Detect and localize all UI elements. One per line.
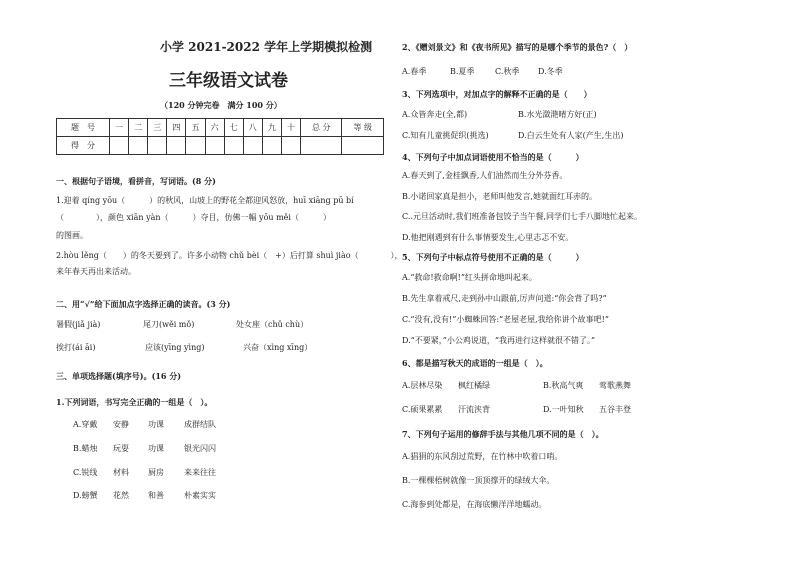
q5-option[interactable]: A.“救命!救命啊!”红头拼命地叫起来。: [402, 273, 537, 282]
q1-word: 花然: [113, 491, 129, 500]
section3-title: 三、单项选择题(填序号)。(16 分): [56, 371, 182, 381]
q7-option[interactable]: B.一棵棵梧树就像一顶顶撑开的绿绒大伞。: [402, 476, 555, 485]
q6-option[interactable]: B.秋高气爽: [543, 381, 584, 390]
q6-word: 枫红橘绿: [458, 381, 490, 390]
q6-option[interactable]: A.层林尽染: [402, 381, 443, 390]
score-blank-cell[interactable]: [148, 137, 167, 155]
score-cell: 三: [148, 119, 167, 137]
pinyin-option[interactable]: 挨打(ái āi): [56, 343, 96, 352]
score-cell: 五: [186, 119, 205, 137]
score-blank-cell[interactable]: [342, 137, 384, 155]
section2-title: 二、用“√”给下面加点字选择正确的读音。(3 分): [56, 299, 231, 309]
q6-option[interactable]: C.硕果累累: [402, 405, 443, 414]
section1-line: 来年春天再出来活动。: [56, 267, 136, 276]
q3-option[interactable]: D.白云生处有人家(产生,生出): [518, 131, 624, 140]
exam-title: 小学 2021-2022 学年上学期模拟检测: [160, 40, 373, 54]
q1-word: 厨房: [148, 468, 164, 477]
score-cell: 总 分: [300, 119, 341, 137]
q1-word: 成群结队: [184, 420, 216, 429]
q6-word: 莺歌燕舞: [599, 381, 631, 390]
section1-line: （ ），颜色 xiān yàn（ ）夺目，仿佛一幅 yōu měi（ ）: [56, 213, 331, 222]
q7-option[interactable]: A.猖狷的东风刮过荒野，在竹林中吹着口哨。: [402, 452, 563, 461]
q4-option[interactable]: A.春天到了,金桂飘香,人们油然而生分外芬香。: [402, 171, 568, 180]
q1-word: 来来往往: [184, 468, 216, 477]
score-cell: 题 号: [57, 119, 110, 137]
q4-option[interactable]: C..元旦活动时,我们班准备包饺子当午餐,同学们七手八脚地忙起来。: [402, 212, 643, 221]
section1-line: 1.迎着 qíng yōu（ ）的秋风，山坡上的野花全都迎风怒放，huī xiāng pū bí: [56, 196, 354, 205]
score-blank-cell[interactable]: [186, 137, 205, 155]
q1-word: 安静: [113, 420, 129, 429]
pinyin-option[interactable]: 暑假(jiǎ jià): [56, 320, 101, 329]
q4-option[interactable]: D.他把刚遇到有什么事情要发生,心里志忑不安。: [402, 233, 574, 242]
score-blank-cell[interactable]: [167, 137, 186, 155]
score-blank-cell[interactable]: [110, 137, 129, 155]
score-table-score-row: [57, 137, 384, 155]
score-cell: 八: [243, 119, 262, 137]
score-blank-cell[interactable]: [243, 137, 262, 155]
question-4-stem: 4、下列句子中加点词语使用不恰当的是（ ）: [402, 152, 584, 162]
score-table: [56, 118, 384, 155]
exam-subtitle: 三年级语文试卷: [169, 71, 288, 91]
question-2-stem: 2、《赠刘景文》和《夜书所见》描写的是哪个季节的景色?（ ）: [402, 42, 633, 52]
q2-option[interactable]: A.春季: [402, 67, 427, 76]
q6-word: 五谷丰登: [599, 405, 631, 414]
pinyin-option[interactable]: 兴奋（xìng xīng）: [243, 343, 313, 352]
q5-option[interactable]: D.“不要紧，”小公鸡说道，“我再进行这样就很不错了。”: [402, 336, 596, 345]
score-cell: 一: [110, 119, 129, 137]
score-blank-cell[interactable]: [300, 137, 341, 155]
score-blank-cell[interactable]: [224, 137, 243, 155]
question-3-stem: 3、下列选项中，对加点字的解释不正确的是（ ）: [402, 89, 592, 99]
q1-word: 玩耍: [113, 444, 129, 453]
q1-option[interactable]: A.穿戴: [73, 420, 98, 429]
q4-option[interactable]: B.小诺回家真是担小，老师叫他发言,她就面红耳赤的。: [402, 192, 597, 201]
score-blank-cell[interactable]: [262, 137, 281, 155]
q1-word: 功课: [148, 444, 164, 453]
score-blank-cell[interactable]: [205, 137, 224, 155]
score-row-label: 得 分: [57, 137, 110, 155]
question-6-stem: 6、都是描写秋天的成语的一组是（ ）。: [402, 358, 548, 368]
q5-option[interactable]: C.“没有,没有!”小蜘蛛回答:“老屋老屋,我给你讲个故事吧!”: [402, 315, 609, 324]
question-1-stem: 1.下列词语，书写完全正确的一组是（ ）。: [56, 397, 213, 407]
q1-option[interactable]: C.锐线: [73, 468, 98, 477]
pinyin-option[interactable]: 应该(yīng yìng): [145, 343, 205, 352]
score-cell: 四: [167, 119, 186, 137]
score-cell: 六: [205, 119, 224, 137]
score-blank-cell[interactable]: [129, 137, 148, 155]
q3-option[interactable]: B.水光潋滟晴方好(正): [518, 110, 597, 119]
question-5-stem: 5、下列句子中标点符号使用不正确的是（ ）: [402, 252, 584, 262]
score-blank-cell[interactable]: [281, 137, 300, 155]
section1-line: 的图画。: [56, 231, 88, 240]
section1-line: 2.hòu lěng（ ）的冬天要到了。许多小动物 chǔ bèi（ +）后打算 shuì jiào（ ），: [56, 251, 403, 260]
section1-title: 一、根据句子语境，看拼音，写词语。(8 分): [56, 176, 216, 186]
q6-option[interactable]: D.一叶知秋: [543, 405, 584, 414]
pinyin-option[interactable]: 处女座（chǔ chù）: [236, 320, 309, 329]
q1-word: 和善: [148, 491, 164, 500]
q1-word: 功课: [148, 420, 164, 429]
score-cell: 十: [281, 119, 300, 137]
q1-option[interactable]: D.螃蟹: [73, 491, 98, 500]
score-cell: 等 级: [342, 119, 384, 137]
q7-option[interactable]: C.海参到处都是，在海底懒洋洋地蠕动。: [402, 500, 547, 509]
pinyin-option[interactable]: 尾刀(wěi mǒ): [143, 320, 195, 329]
question-7-stem: 7、下列句子运用的修辞手法与其他几项不同的是（ ）。: [402, 429, 604, 439]
q1-word: 银光闪闪: [184, 444, 216, 453]
score-cell: 九: [262, 119, 281, 137]
exam-meta: （120 分钟完卷 满分 100 分）: [160, 100, 282, 110]
q1-option[interactable]: B.蜡烛: [73, 444, 98, 453]
q3-option[interactable]: A.众皆奔走(全,都): [402, 110, 468, 119]
q2-option[interactable]: D.冬季: [538, 67, 563, 76]
q6-word: 汗流浃背: [458, 405, 490, 414]
q1-word: 材料: [113, 468, 129, 477]
score-cell: 七: [224, 119, 243, 137]
q5-option[interactable]: B.先生拿着戒尺,走到孙中山跟前,厉声问道:“你会背了吗?”: [402, 294, 607, 303]
q1-word: 朴素实实: [184, 491, 216, 500]
score-cell: 二: [129, 119, 148, 137]
q2-option[interactable]: B.夏季: [450, 67, 475, 76]
q3-option[interactable]: C.知有儿童挑促织(挑选): [402, 131, 489, 140]
q2-option[interactable]: C.秋季: [495, 67, 520, 76]
score-table-header-row: [57, 119, 384, 137]
